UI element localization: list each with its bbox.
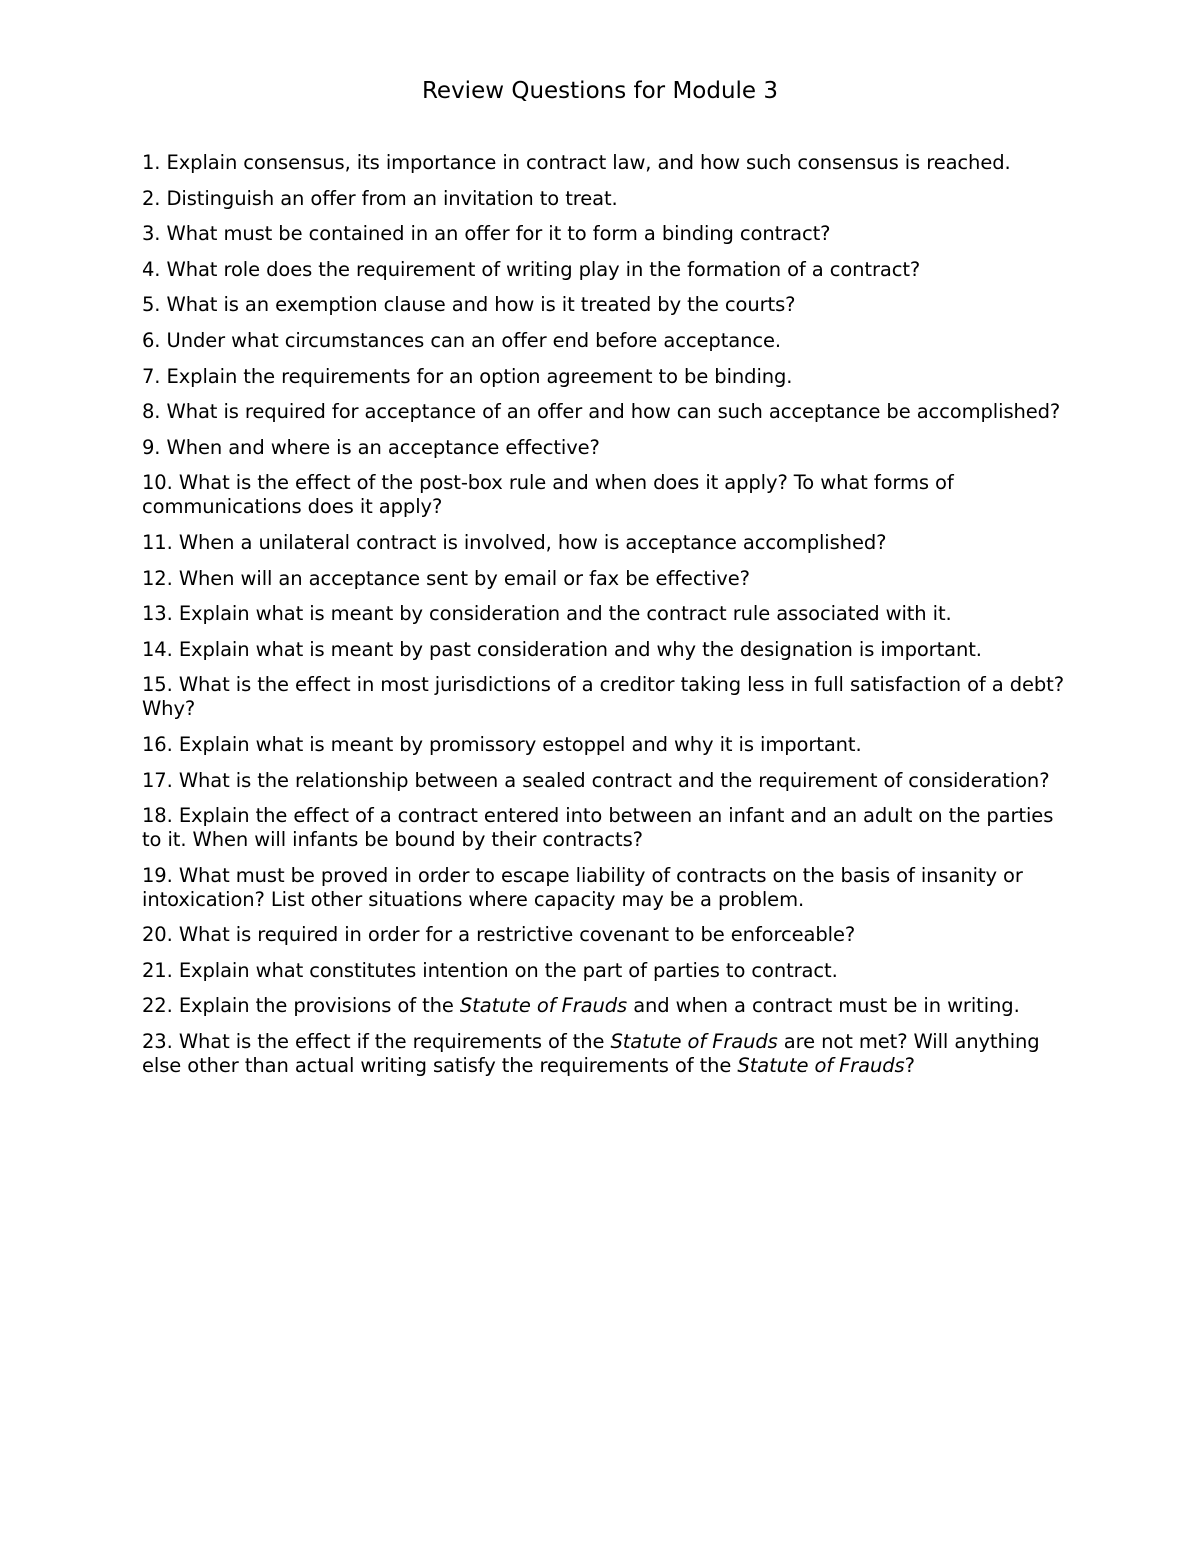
question-text: When a unilateral contract is involved, how is acceptance accomplished? <box>178 530 887 554</box>
question-number: 13. <box>142 602 173 626</box>
question-item <box>142 1030 1072 1078</box>
question-text: are not met? Will anything else other than actual writing satisfy the requirements of the <box>142 1030 1040 1078</box>
question-number: 1. <box>142 151 161 174</box>
question-text: What is required for acceptance of an offer and how can such acceptance be accomplished? <box>166 400 1061 424</box>
question-item <box>142 602 1072 626</box>
question-number: 23. <box>142 1030 173 1054</box>
question-text: When and where is an acceptance effective? <box>166 435 600 459</box>
question-text: Explain what constitutes intention on the part of parties to contract. <box>178 958 838 982</box>
question-number: 9. <box>142 435 161 459</box>
question-item <box>142 400 1072 424</box>
question-item <box>142 959 1072 983</box>
question-number: 8. <box>142 400 161 424</box>
question-item <box>142 222 1072 246</box>
question-item <box>142 436 1072 460</box>
question-number: 2. <box>142 186 161 210</box>
question-text: What must be proved in order to escape liability of contracts on the basis of insanity or intoxication? List other situations where capacity may be a problem. <box>142 863 1023 911</box>
question-item <box>142 293 1072 317</box>
question-item <box>142 638 1072 662</box>
question-text: Explain what is meant by consideration and the contract rule associated with it. <box>178 602 952 626</box>
question-text: Under what circumstances can an offer end before acceptance. <box>166 328 781 352</box>
question-text: ? <box>904 1054 915 1078</box>
question-text: What is an exemption clause and how is it treated by the courts? <box>166 293 796 317</box>
question-text: Explain what is meant by promissory estoppel and why it is important. <box>178 732 862 756</box>
question-item <box>142 258 1072 282</box>
question-item <box>142 733 1072 757</box>
question-item <box>142 923 1072 947</box>
question-number: 3. <box>142 222 161 246</box>
question-item <box>142 471 1072 519</box>
question-number: 20. <box>142 923 173 947</box>
question-item <box>142 864 1072 912</box>
question-item <box>142 151 1072 175</box>
question-text: When will an acceptance sent by email or fax be effective? <box>178 566 750 590</box>
question-text: Explain the effect of a contract entered into between an infant and an adult on the parties to it. When will infants be bound by their contracts? <box>142 804 1054 852</box>
question-number: 10. <box>142 471 173 495</box>
question-text: Explain consensus, its importance in contract law, and how such consensus is reached. <box>166 151 1011 174</box>
question-text: What is the relationship between a sealed contract and the requirement of consideration? <box>178 768 1050 792</box>
question-number: 16. <box>142 732 173 756</box>
question-text: Explain the provisions of the <box>178 994 460 1018</box>
question-item <box>142 994 1072 1018</box>
question-item <box>142 769 1072 793</box>
question-text: What role does the requirement of writing play in the formation of a contract? <box>166 257 921 281</box>
question-number: 21. <box>142 958 173 982</box>
question-item <box>142 804 1072 852</box>
question-item <box>142 673 1072 721</box>
question-number: 6. <box>142 328 161 352</box>
question-text-italic: Statute of Frauds <box>610 1030 778 1054</box>
question-item <box>142 567 1072 591</box>
question-text-italic: Statute of Frauds <box>459 994 628 1018</box>
document-title: Review Questions for Module 3 <box>421 78 779 104</box>
question-text-italic: Statute of Frauds <box>737 1054 905 1078</box>
question-item <box>142 365 1072 389</box>
question-number: 14. <box>142 637 173 661</box>
question-text: What must be contained in an offer for it to form a binding contract? <box>166 222 831 246</box>
question-number: 15. <box>142 673 173 697</box>
question-list <box>142 151 1072 1090</box>
question-item <box>142 329 1072 353</box>
question-text: Explain what is meant by past consideration and why the designation is important. <box>178 637 982 661</box>
question-number: 5. <box>142 293 161 317</box>
question-text: Distinguish an offer from an invitation to treat. <box>166 186 618 210</box>
question-item <box>142 187 1072 211</box>
question-text: What is the effect in most jurisdictions of a creditor taking less in full satisfaction of a debt? Why? <box>142 673 1064 721</box>
question-item <box>142 531 1072 555</box>
question-text: and when a contract must be in writing. <box>627 994 1020 1018</box>
question-text: What is the effect if the requirements of the <box>178 1030 611 1054</box>
question-number: 7. <box>142 364 161 388</box>
question-number: 11. <box>142 530 173 554</box>
question-text: What is the effect of the post-box rule and when does it apply? To what forms of communications does it apply? <box>142 471 954 519</box>
question-number: 17. <box>142 768 173 792</box>
question-number: 19. <box>142 863 173 887</box>
question-number: 4. <box>142 257 161 281</box>
question-text: Explain the requirements for an option agreement to be binding. <box>166 364 793 388</box>
question-text: What is required in order for a restrictive covenant to be enforceable? <box>178 923 856 947</box>
question-number: 22. <box>142 994 173 1018</box>
question-number: 18. <box>142 804 173 828</box>
question-number: 12. <box>142 566 173 590</box>
